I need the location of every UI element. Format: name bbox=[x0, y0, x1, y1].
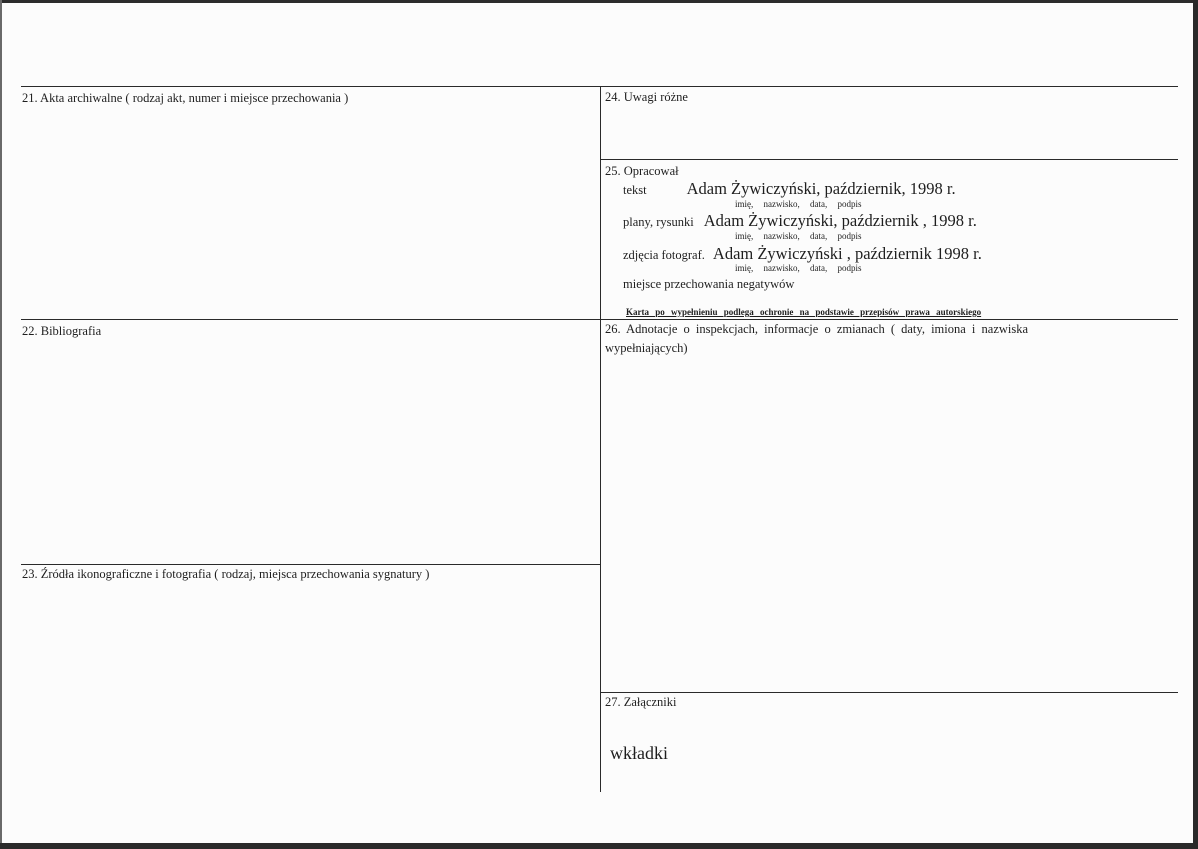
scan-edge-bottom bbox=[0, 843, 1198, 849]
zdjecia-row bbox=[623, 244, 982, 264]
tekst-key: tekst bbox=[623, 183, 647, 197]
divider-24-25 bbox=[600, 159, 1178, 160]
plany-key: plany, rysunki bbox=[623, 215, 694, 229]
center-divider-line bbox=[600, 86, 601, 792]
tekst-sublabel: imię, nazwisko, data, podpis bbox=[735, 199, 862, 209]
negatywy-label: miejsce przechowania negatywów bbox=[623, 277, 795, 291]
tekst-value: Adam Żywiczyński, październik, 1998 r. bbox=[686, 179, 956, 198]
plany-value: Adam Żywiczyński, październik , 1998 r. bbox=[703, 211, 977, 230]
tekst-row bbox=[623, 179, 956, 199]
section-27-label: 27. Załączniki bbox=[605, 695, 677, 709]
plany-row bbox=[623, 211, 977, 231]
section-23-label: 23. Źródła ikonograficzne i fotografia ( rodzaj, miejsca przechowania sygnatury ) bbox=[22, 567, 430, 581]
section-24-label: 24. Uwagi różne bbox=[605, 90, 688, 104]
scan-edge-right bbox=[1193, 0, 1198, 849]
section-25-label: 25. Opracował bbox=[605, 164, 679, 178]
divider-22-23 bbox=[21, 564, 600, 565]
scan-edge-top bbox=[0, 0, 1198, 3]
section-22-label: 22. Bibliografia bbox=[22, 324, 102, 338]
zdjecia-value: Adam Żywiczyński , październik 1998 r. bbox=[712, 244, 982, 263]
section-27-value: wkładki bbox=[610, 743, 668, 763]
scan-edge-left bbox=[0, 0, 2, 849]
plany-sublabel: imię, nazwisko, data, podpis bbox=[735, 231, 862, 241]
divider-26-27 bbox=[600, 692, 1178, 693]
section-26-label: 26. Adnotacje o inspekcjach, informacje o zmianach ( daty, imiona i nazwiska wypełniających) bbox=[605, 322, 1029, 355]
zdjecia-sublabel: imię, nazwisko, data, podpis bbox=[735, 263, 862, 273]
section-21-label: 21. Akta archiwalne ( rodzaj akt, numer i miejsce przechowania ) bbox=[22, 91, 349, 105]
zdjecia-key: zdjęcia fotograf. bbox=[623, 248, 705, 262]
copyright-notice: Karta po wypełnieniu podlega ochronie na podstawie przepisów prawa autorskiego bbox=[626, 307, 982, 317]
